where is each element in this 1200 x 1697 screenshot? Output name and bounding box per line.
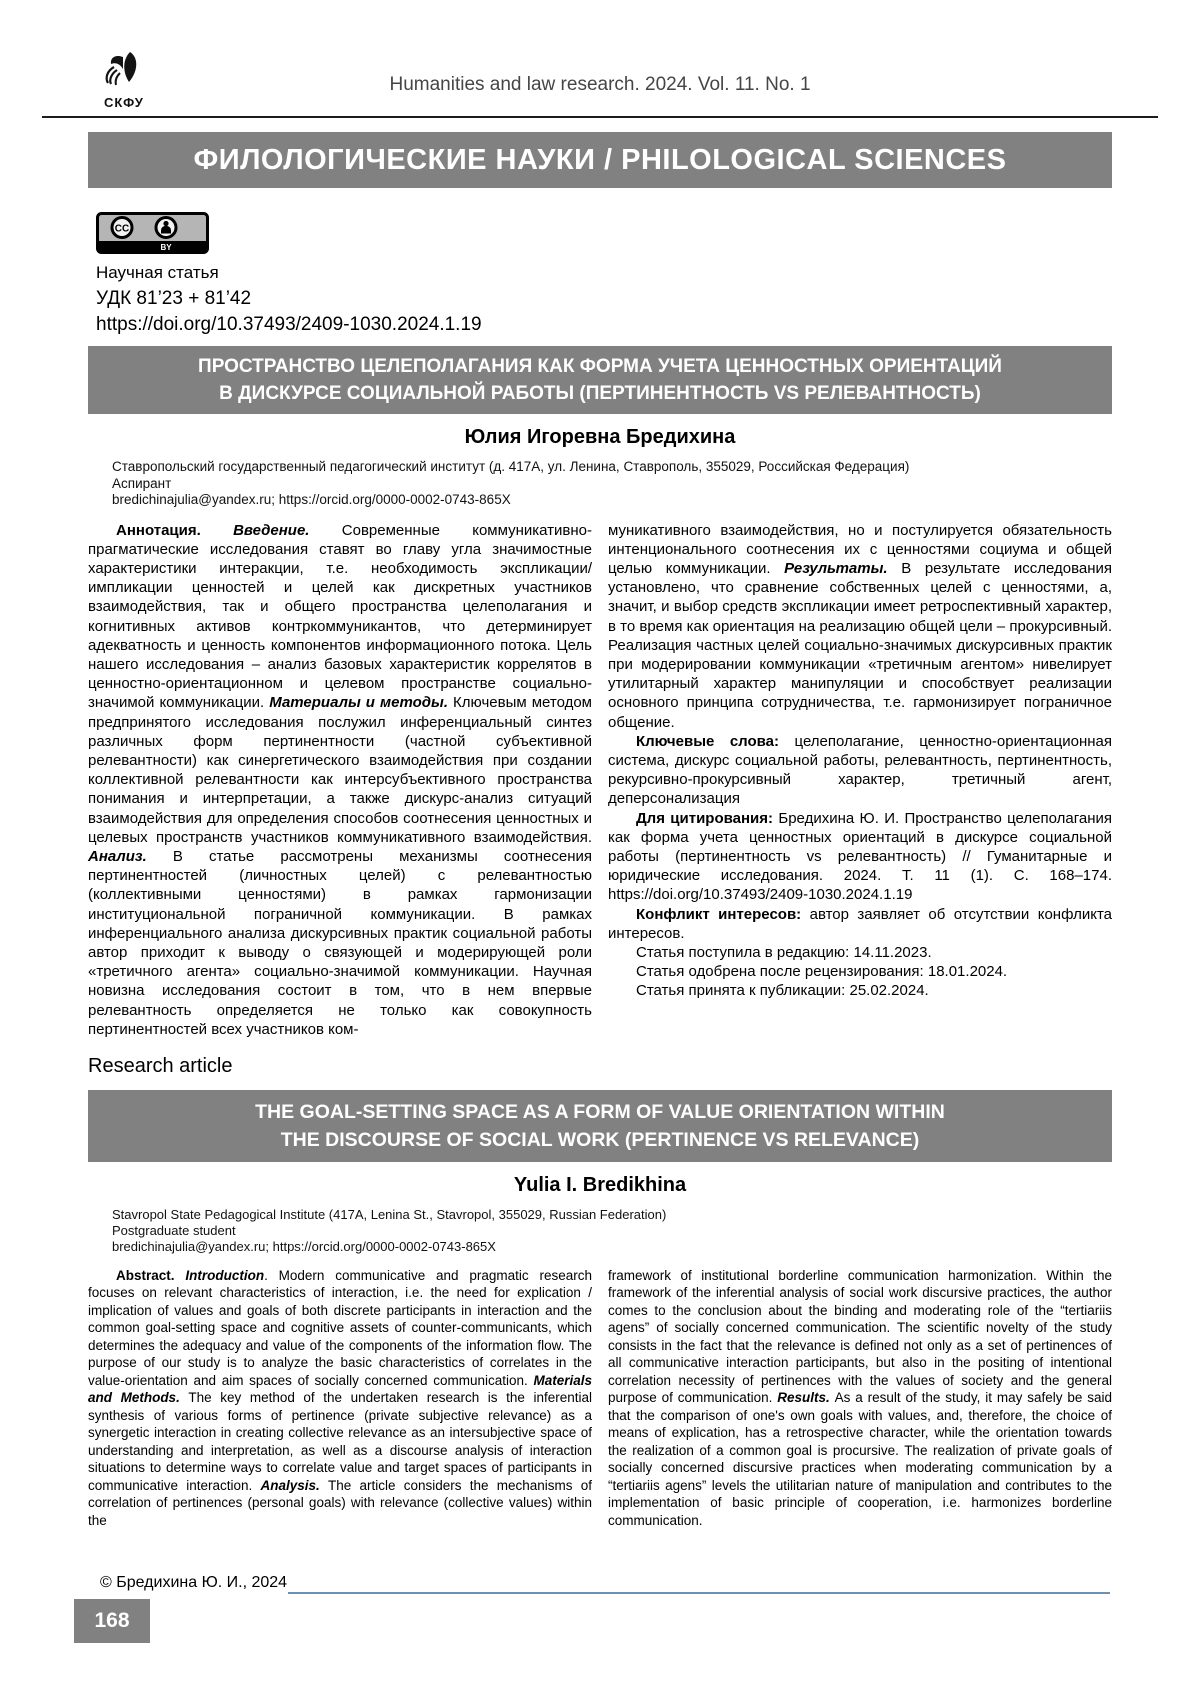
text-run: В результате исследования установлено, что сравнение собственных целей с ценностями, а, значит, и выбор средств экспликации имеет ретроспективный характер, в то время как ориентация на реализацию общей цели – прокурсивный. Реализация частных целей социально-значимых дискурсивных практик при модерировании коммуникации «третичным агентом» нивелирует утилитарный характер манипуляции и способствует реализации основного принципа сотрудничества, т.е. гармонизирует пограничное общение. — [608, 559, 1112, 731]
author-name-en: Yulia I. Bredikhina — [513, 1173, 687, 1196]
abstract-ru-left-column — [88, 521, 592, 1039]
text-run: framework of institutional borderline communication harmonization. Within the framework of the inferential analysis of social work discursive practices, the author comes to the conclusion about the binding and moderating role of the “tertiariis agens” of socially concerned communication. The scientific novelty of the study consists in the fact that the relevance is defined not only as a set of pertinences of all communicative interaction participants, but also in the positing of intentional correlation necessity of pertinences with the values of society and the general purpose of communication. — [608, 1267, 1112, 1406]
affiliation-en-contacts: bredichinajulia@yandex.ru; https://orcid.org/0000-0002-0743-865X — [112, 1238, 496, 1254]
copyright-notice: © Бредихина Ю. И., 2024 — [100, 1574, 288, 1591]
citation-ru — [608, 809, 1112, 905]
citation-label: Для цитирования: — [636, 809, 779, 827]
text-run: . Modern communicative and pragmatic research focuses on relevant characteristics of interaction, i.e. the need for explication / implication of values and goals of both discrete participants in interaction and the common goal-setting space and cognitive assets of counter-communicants, which determines the adequacy and value of the components of the information flow. The purpose of our study is to analyze the basic characteristics of correlates in the value-orientation and aim spaces of socially concerned communication. — [88, 1267, 592, 1388]
cc-by-badge-icon — [96, 212, 209, 254]
keywords-label: Ключевые слова: — [636, 732, 795, 750]
affiliation-ru-institute: Ставропольский государственный педагогический институт (д. 417А, ул. Ленина, Ставрополь, 355029, Российская Федерация) — [112, 459, 910, 474]
keywords-ru — [608, 732, 1112, 809]
text-run: The article considers the mechanisms of correlation of pertinences (personal goals) with relevance (collective values) within the — [88, 1477, 592, 1528]
abstract-en-right-column — [608, 1267, 1112, 1530]
abstract-en — [88, 1267, 1112, 1530]
text-run: муникативного взаимодействия, но и постулируется обязательность интенционального соотнесения их с ценностями социума и общей целью коммуникации. — [608, 521, 1112, 577]
text-run: The key method of the undertaken research is the inferential synthesis of various forms of pertinence (private subjective relevance) as a synergetic interaction in creating collective relevance as an intersubjective space of understanding and interpretation, as well as a discourse analysis of interaction situations to determine ways to correlate value and target spaces of participants in communicative interaction. — [88, 1390, 593, 1493]
affiliation-ru-contacts: bredichinajulia@yandex.ru; https://orcid.org/0000-0002-0743-865X — [112, 492, 511, 507]
doi-link: https://doi.org/10.37493/2409-1030.2024.1.19 — [96, 314, 482, 335]
abstract-en-continuation — [608, 1267, 1112, 1530]
author-name-ru: Юлия Игоревна Бредихина — [464, 426, 736, 448]
title-en-line2: THE DISCOURSE OF SOCIAL WORK (PERTINENCE VS RELEVANCE) — [280, 1128, 920, 1151]
affiliation-ru — [112, 459, 1100, 509]
svg-text:CC: CC — [114, 223, 130, 235]
text-run: Ключевым методом предпринятого исследования послужил инференциальный синтез различных форм пертинентности (частной субъективной релевантности) как синергетического взаимодействия при создании коллективной релевантности как интерсубъективного пространства понимания и интерпретации, а также дискурс-анализ ситуаций взаимодействия для определения способов соотнесения ценностных и целевых пространств участников коммуникативного взаимодействия. — [88, 694, 592, 846]
date-accepted: Статья принята к публикации: 25.02.2024. — [636, 982, 929, 1000]
citation-text: Бредихина Ю. И. Пространство целеполагания как форма учета ценностных ориентаций в дискурсе социальной работы (пертинентность vs релевантность) // Гуманитарные и юридические исследования. 2024. Т. 11 (1). С. 168–174. https://doi.org/10.37493/2409-1030.2024.1.19 — [608, 809, 1112, 904]
date-approved: Статья одобрена после рецензирования: 18.01.2024. — [636, 963, 1008, 981]
title-en-line1: THE GOAL-SETTING SPACE AS A FORM OF VALUE ORIENTATION WITHIN — [255, 1100, 945, 1123]
svg-text:BY: BY — [160, 243, 172, 252]
research-article-label: Research article — [88, 1054, 233, 1077]
text-run: Materials and Methods. — [88, 1372, 592, 1406]
abstract-en-left-column — [88, 1267, 592, 1530]
article-meta — [96, 263, 1200, 336]
text-run: Abstract. — [116, 1267, 186, 1283]
text-run: Результаты. — [784, 559, 902, 577]
text-run: Введение. — [233, 521, 342, 539]
udc-code: УДК 81’23 + 81’42 — [96, 288, 252, 309]
text-run: Аннотация. — [116, 521, 234, 539]
text-run: As a result of the study, it may safely be said that the comparison of one's own goals with values, and, therefore, the choice of means of explication, has a retrospective character, while the orientation towards the realization of a common goal is procursive. The realization of private goals of socially concerned discursive practices when moderating communication by a “tertiariis agens” levels the utilitarian nature of manipulation and contributes to the implementation of basic principle of cooperation, i.e. harmonizes borderline communication. — [608, 1390, 1112, 1528]
title-ru-banner — [88, 346, 1112, 414]
conflict-of-interest — [608, 905, 1112, 943]
conflict-text: автор заявляет об отсутствии конфликта интересов. — [608, 905, 1112, 942]
header-rule — [42, 116, 1158, 118]
abstract-en-paragraph — [88, 1267, 592, 1530]
cc-by-license-badge — [96, 212, 1200, 254]
keywords-text: целеполагание, ценностно-ориентационная система, дискурс социальной работы, релевантность, пертинентность, рекурсивно-прокурсивный характер, третичный агент, деперсонализация — [608, 732, 1112, 808]
title-en-banner — [88, 1090, 1112, 1162]
text-run: В статье рассмотрены механизмы соотнесения пертинентностей (личностных целей) с релевантностью (коллективными ценностями) в рамках гармонизации институциональной пограничной коммуникации. В рамках инференциального анализа дискурсивных практик социальной работы автор приходит к выводу о связующей и модерирующей роли «третичного агента» социально-значимой коммуникации. Научная новизна исследования состоит в том, что в нем впервые релевантность определяется не только как совокупность пертинентностей всех участников ком- — [88, 847, 592, 1038]
affiliation-ru-position: Аспирант — [112, 475, 172, 491]
abstract-ru-paragraph — [88, 521, 592, 1039]
abstract-ru-continuation — [608, 521, 1112, 732]
affiliation-en — [112, 1207, 1100, 1255]
title-ru-line2: В ДИСКУРСЕ СОЦИАЛЬНОЙ РАБОТЫ (ПЕРТИНЕНТНОСТЬ VS РЕЛЕВАНТНОСТЬ) — [219, 383, 981, 404]
text-run: Analysis. — [260, 1477, 329, 1493]
text-run: Современные коммуникативно-прагматические исследования ставят во главу угла значимостные характеристики интеракции, т.е. необходимость экспликации/импликации ценностей и целей как дискретных участников взаимодействия, так и общего пространства целеполагания и когнитивных активов контркоммуникантов, что детерминирует адекватность и ценность компонентов информационного потока. Цель нашего исследования – анализ базовых характеристик коррелятов в ценностно-ориентационном и целевом пространстве социально-значимой коммуникации. — [88, 521, 592, 712]
abstract-ru — [88, 521, 1112, 1039]
section-banner-text: ФИЛОЛОГИЧЕСКИЕ НАУКИ / PHILOLOGICAL SCIENCES — [193, 144, 1007, 176]
journal-title: Humanities and law research. 2024. Vol. 11. No. 1 — [389, 74, 811, 95]
text-run: Анализ. — [88, 847, 173, 865]
affiliation-en-position: Postgraduate student — [112, 1222, 236, 1238]
page-number-badge — [74, 1599, 150, 1643]
page-number: 168 — [94, 1609, 130, 1632]
abstract-ru-right-column — [608, 521, 1112, 1039]
logo-text: СКФУ — [104, 95, 144, 110]
text-run: Results. — [777, 1390, 835, 1406]
article-type-label: Научная статья — [96, 263, 219, 282]
date-received: Статья поступила в редакцию: 14.11.2023. — [636, 943, 932, 961]
conflict-label: Конфликт интересов: — [636, 905, 810, 923]
affiliation-en-institute: Stavropol State Pedagogical Institute (417A, Lenina St., Stavropol, 355029, Russian Federation) — [112, 1206, 667, 1222]
text-run: Материалы и методы. — [269, 694, 454, 712]
section-banner — [88, 132, 1112, 188]
footer-divider-line — [288, 1592, 1110, 1594]
title-ru-line1: ПРОСТРАНСТВО ЦЕЛЕПОЛАГАНИЯ КАК ФОРМА УЧЕТА ЦЕННОСТНЫХ ОРИЕНТАЦИЙ — [198, 356, 1002, 377]
text-run: Introduction — [185, 1267, 265, 1283]
page-header — [0, 0, 1200, 118]
